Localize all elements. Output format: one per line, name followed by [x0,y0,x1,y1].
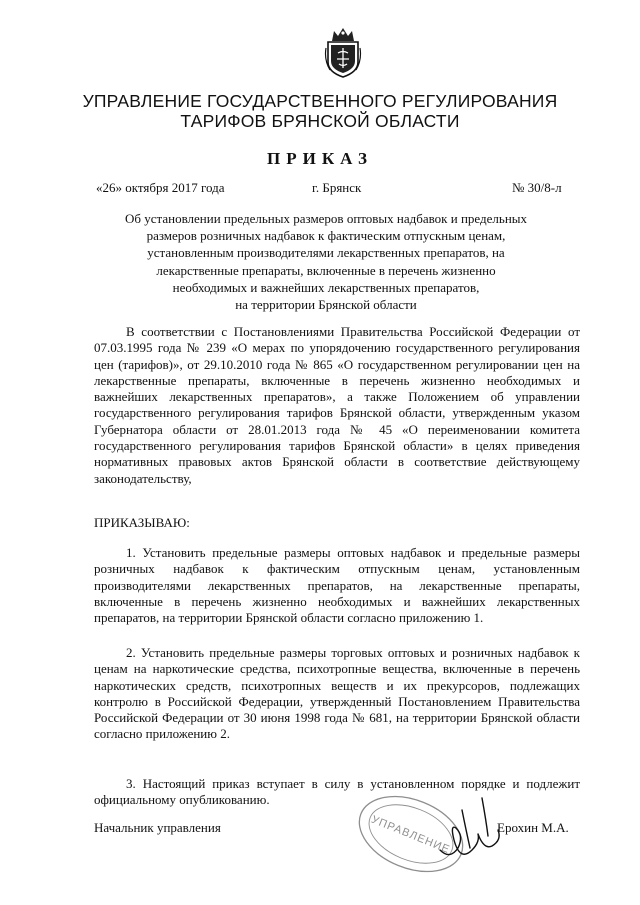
coat-of-arms-icon [324,26,362,78]
subject-line: размеров розничных надбавок к фактическим отпускным ценам, [146,228,506,244]
svg-text:УПРАВЛЕНИЕ: УПРАВЛЕНИЕ [369,813,452,857]
signatory-name: Ерохин М.А. [497,820,569,835]
document-city: г. Брянск [312,180,362,195]
document-number: № 30/8-л [512,180,562,195]
signatory-position: Начальник управления [94,820,221,835]
org-name-line1: УПРАВЛЕНИЕ ГОСУДАРСТВЕННОГО РЕГУЛИРОВАНИЯ [82,91,558,111]
subject-line: лекарственные препараты, включенные в перечень жизненно [156,262,496,278]
order-word: ПРИКАЗЫВАЮ: [94,515,190,530]
document-date: «26» октября 2017 года [96,180,225,195]
order-item-3: 3. Настоящий приказ вступает в силу в установленном порядке и подлежит официальному опубликованию. [94,776,580,808]
org-name-line2: ТАРИФОВ БРЯНСКОЙ ОБЛАСТИ [180,111,460,131]
order-item-2: 2. Установить предельные размеры торговых оптовых и розничных надбавок к ценам на наркотические средства, психотропные вещества, включенные в перечень наркотических средств, психотропных веществ и их прекурсоров, подлежащих контролю в Российской Федерации, утвержденный Постановлением Правительства Российской Федерации от 30 июня 1998 года № 681, на территории Брянской области согласно приложению 2. [94,645,580,742]
order-item-1: 1. Установить предельные размеры оптовых надбавок и предельные размеры розничных надбавок к фактическим отпускным ценам, установленным производителями лекарственных препаратов, на лекарственные препараты, включенные в перечень жизненно необходимых и важнейших лекарственных препаратов, на территории Брянской области согласно приложению 1. [94,545,580,626]
preamble-paragraph: В соответствии с Постановлениями Правительства Российской Федерации от 07.03.1995 года № 239 «О мерах по упорядочению государственного регулирования цен (тарифов)», от 29.10.2010 года № 865 «О государственном регулировании цен на лекарственные препараты, включенные в перечень жизненно необходимых и важнейших лекарственных препаратов», а также Положением об управлении государственного регулирования тарифов Брянской области, утвержденным указом Губернатора области от 28.01.2013 года № 45 «О переименовании комитета государственного регулирования тарифов Брянской области» в целях приведения нормативных правовых актов Брянской области в соответствие действующему законодательству, [94,324,580,486]
subject-line: установленным производителями лекарственных препаратов, на [147,245,505,261]
document-title: ПРИКАЗ [267,149,373,168]
subject-line: Об установлении предельных размеров оптовых надбавок и предельных [124,211,528,226]
subject-line: необходимых и важнейших лекарственных препаратов, [172,279,480,295]
document-subject [100,210,552,313]
subject-line: на территории Брянской области [235,297,417,313]
